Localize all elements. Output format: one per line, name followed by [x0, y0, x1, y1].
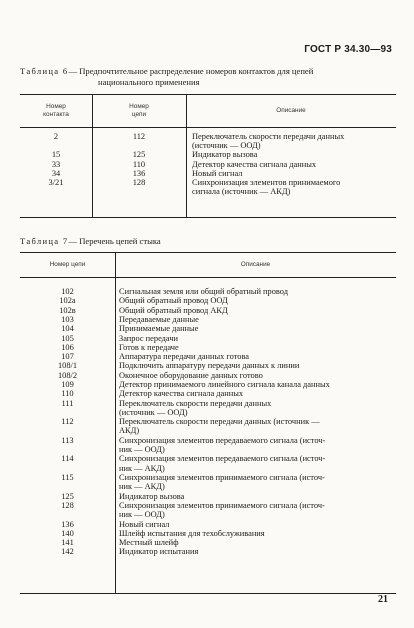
- contact-number: 3/21: [48, 178, 64, 187]
- description-line: Шлейф испытания для техобслуживания: [119, 528, 265, 538]
- description-line: Детектор качества сигнала данных: [119, 389, 244, 399]
- table6-row: [20, 160, 396, 169]
- table7-row: [20, 306, 396, 315]
- description-line: ник — АКД): [119, 482, 165, 492]
- table7-row: [20, 417, 396, 436]
- circuit-number: 105: [61, 333, 74, 343]
- table7-title: — Перечень цепей стыка: [68, 236, 161, 246]
- description-line: АКД): [119, 426, 140, 436]
- table6-col-contact: Номер контакта: [43, 103, 69, 118]
- circuit-number: 107: [61, 352, 74, 362]
- description-line: Индикатор испытания: [119, 547, 199, 557]
- description-line: Новый сигнал: [192, 168, 243, 178]
- table7-row: [20, 324, 396, 333]
- table6-row: [20, 132, 396, 150]
- table7-col-desc: Описание: [240, 261, 271, 268]
- table7-row: [20, 529, 396, 538]
- circuit-number: 103: [61, 314, 74, 324]
- circuit-number: 140: [61, 528, 74, 538]
- circuit-number: 114: [61, 454, 74, 464]
- contact-number: 15: [51, 150, 61, 160]
- description-line: Переключатель скорости передачи данных: [119, 398, 272, 408]
- table7-row: [20, 371, 396, 380]
- description-line: Синхронизация элементов принимаемого: [192, 178, 341, 187]
- circuit-number: 102в: [59, 305, 76, 315]
- description-line: Местный шлейф: [119, 538, 179, 548]
- circuit-number: 113: [61, 435, 74, 445]
- circuit-number: 141: [61, 538, 74, 548]
- description-line: Принимаемые данные: [119, 324, 199, 334]
- table7-row: [20, 538, 396, 547]
- table7-row: [20, 361, 396, 370]
- description-line: (источник — ООД): [192, 141, 261, 151]
- circuit-number: 102: [61, 287, 74, 296]
- circuit-number: 110: [61, 389, 74, 399]
- page-number: 21: [378, 594, 388, 605]
- description-line: Подключить аппаратуру передачи данных к линии: [119, 361, 300, 371]
- description-line: Индикатор вызова: [192, 150, 258, 160]
- table7-caption: [20, 236, 400, 247]
- table6-row: [20, 169, 396, 178]
- circuit-number: 136: [61, 519, 74, 529]
- table7-row: [20, 296, 396, 305]
- circuit-number: 102a: [59, 296, 76, 306]
- table6-col-desc: Описание: [276, 107, 306, 114]
- contact-number: 33: [51, 159, 61, 169]
- table7-row: [20, 501, 396, 520]
- description-line: Детектор принимаемого линейного сигнала канала данных: [119, 380, 330, 389]
- description-line: ник — АКД): [119, 463, 165, 473]
- description-line: Общий обратный провод АКД: [119, 305, 228, 315]
- circuit-number: 106: [61, 342, 74, 352]
- table6-row: [20, 150, 396, 159]
- description-line: Синхронизация элементов принимаемого сигнала (источ-: [119, 473, 325, 482]
- description-line: Индикатор вызова: [119, 491, 185, 501]
- table7-row: [20, 315, 396, 324]
- description-line: ник — ООД): [119, 510, 165, 520]
- table7-row: [20, 520, 396, 529]
- circuit-number: 110: [132, 159, 146, 169]
- circuit-number: 112: [132, 132, 146, 141]
- description-line: сигнала (источник — АКД): [192, 187, 291, 197]
- standard-id: ГОСТ Р 34.30—93: [304, 44, 392, 55]
- table7-row: [20, 287, 396, 296]
- circuit-number: 128: [61, 500, 74, 510]
- table7-row: [20, 473, 396, 492]
- circuit-number: 112: [61, 417, 74, 427]
- description-line: Аппаратура передачи данных готова: [119, 352, 250, 362]
- circuit-number: 108/2: [57, 370, 78, 380]
- table7-col-circuit: Номер цепи: [49, 261, 86, 268]
- circuit-number: 109: [61, 380, 74, 389]
- circuit-number: 142: [61, 547, 74, 557]
- contact-number: 2: [53, 132, 59, 141]
- table6: [20, 94, 396, 218]
- table7-row: [20, 334, 396, 343]
- table6-header: [20, 95, 396, 128]
- circuit-number: 125: [132, 150, 146, 160]
- description-line: Новый сигнал: [119, 519, 170, 529]
- circuit-number: 111: [61, 398, 74, 408]
- description-line: Передаваемые данные: [119, 314, 199, 324]
- table6-title-line2: национального применения: [98, 77, 200, 87]
- description-line: Переключатель скорости передачи данных: [192, 132, 345, 141]
- table7-row: [20, 492, 396, 501]
- circuit-number: 104: [61, 324, 74, 334]
- description-line: Сигнальная земля или общий обратный провод: [119, 287, 289, 296]
- table7: [20, 252, 396, 594]
- circuit-number: 115: [61, 473, 74, 482]
- contact-number: 34: [51, 168, 61, 178]
- description-line: (источник — ООД): [119, 407, 188, 417]
- circuit-number: 125: [61, 491, 74, 501]
- description-line: Общий обратный провод ООД: [119, 296, 228, 306]
- table7-label: Таблица 7: [20, 236, 69, 246]
- table7-header: [20, 253, 396, 278]
- table7-row: [20, 380, 396, 389]
- description-line: Синхронизация элементов принимаемого сигнала (источ-: [119, 500, 325, 510]
- table6-label: Таблица 6: [20, 66, 69, 76]
- description-line: Синхронизация элементов передаваемого сигнала (источ-: [119, 435, 326, 445]
- table6-caption: [20, 66, 400, 88]
- description-line: Синхронизация элементов передаваемого сигнала (источ-: [119, 454, 326, 464]
- table7-row: [20, 399, 396, 418]
- table7-row: [20, 436, 396, 455]
- description-line: Оконечное оборудование данных готово: [119, 370, 263, 380]
- description-line: Запрос передачи: [119, 333, 179, 343]
- table6-col-circuit: Номер цепи: [129, 103, 149, 118]
- circuit-number: 108/1: [57, 361, 78, 371]
- table7-row: [20, 389, 396, 398]
- description-line: Переключатель скорости передачи данных (источник —: [119, 417, 320, 427]
- circuit-number: 136: [132, 168, 146, 178]
- table7-row: [20, 454, 396, 473]
- description-line: Детектор качества сигнала данных: [192, 159, 317, 169]
- table7-row: [20, 343, 396, 352]
- table6-row: [20, 178, 396, 196]
- description-line: Готов к передаче: [119, 342, 179, 352]
- table6-title-line1: — Предпочтительное распределение номеров контактов для цепей: [68, 66, 314, 76]
- table7-row: [20, 547, 396, 556]
- circuit-number: 128: [132, 178, 146, 187]
- description-line: ник — ООД): [119, 445, 165, 455]
- table7-row: [20, 352, 396, 361]
